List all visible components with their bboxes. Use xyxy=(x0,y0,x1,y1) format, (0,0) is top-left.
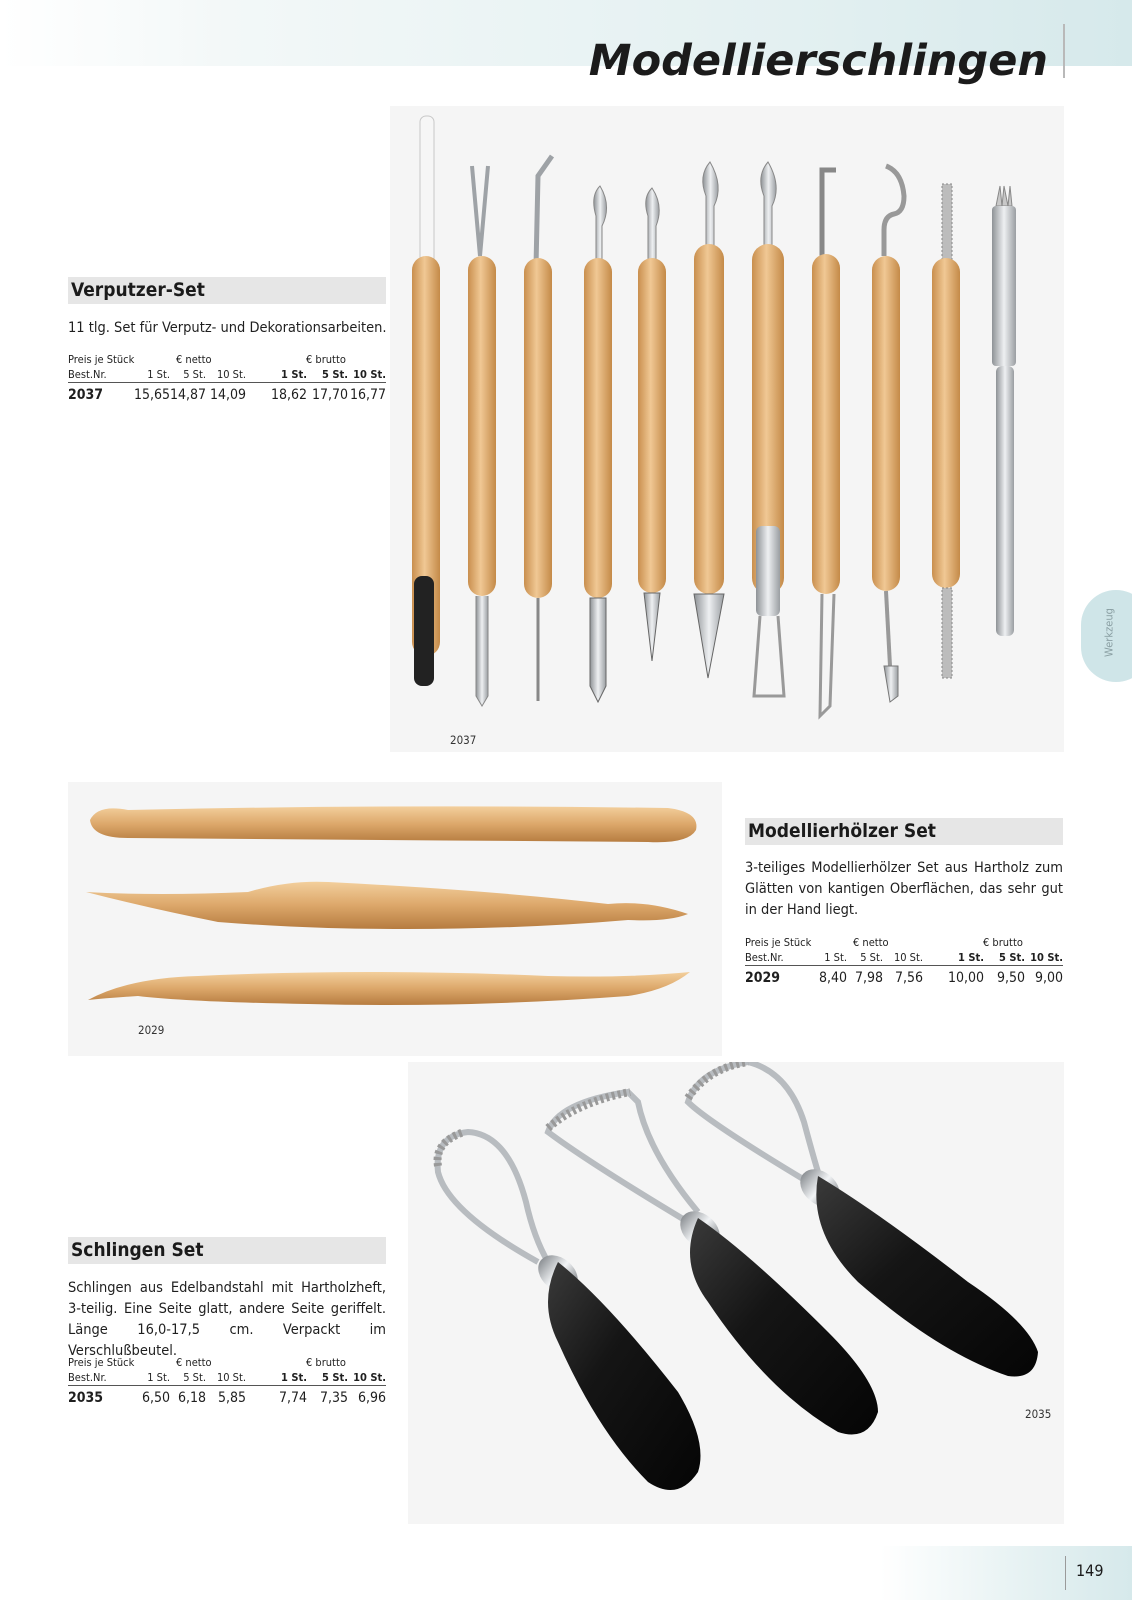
price-table-2035 xyxy=(68,1355,386,1407)
qty-header: 10 St. xyxy=(216,1371,246,1384)
modelling-tools-illustration xyxy=(390,106,1064,752)
product-heading-text: Verputzer-Set xyxy=(71,279,205,301)
product-photo-modellierhoelzer-set xyxy=(68,782,722,1056)
netto-label: € netto xyxy=(853,936,889,949)
product-description: 3-teiliges Modellierhölzer Set aus Hartholz zum Glätten von kantigen Oberflächen, das sehr gut in der Hand liegt. xyxy=(745,860,1063,918)
photo-caption: 2029 xyxy=(138,1023,165,1037)
netto-label: € netto xyxy=(176,1356,212,1369)
brutto-label: € brutto xyxy=(306,353,346,366)
qty-header: 10 St. xyxy=(216,368,246,381)
photo-caption: 2037 xyxy=(450,733,477,747)
page-number-divider xyxy=(1065,1556,1066,1590)
qty-header: 10 St. xyxy=(353,1371,386,1384)
brutto-label: € brutto xyxy=(306,1356,346,1369)
loop-tools-illustration xyxy=(408,1062,1064,1524)
qty-header: 10 St. xyxy=(893,951,923,964)
price-cell: 7,74 xyxy=(278,1390,307,1406)
title-divider xyxy=(1063,24,1065,78)
product-heading-modellierhoelzer xyxy=(745,818,1063,845)
wood-tool-3 xyxy=(88,972,690,1005)
table-rule xyxy=(68,1385,386,1386)
qty-header: 1 St. xyxy=(281,1371,307,1384)
price-cell: 18,62 xyxy=(270,387,307,403)
price-cell: 10,00 xyxy=(947,970,984,986)
price-cell: 7,56 xyxy=(894,970,923,986)
product-heading-verputzer xyxy=(68,277,386,304)
order-number: 2029 xyxy=(745,970,781,986)
wood-tool-1 xyxy=(90,806,696,842)
qty-header: 1 St. xyxy=(824,951,847,964)
product-photo-verputzer-set xyxy=(390,106,1064,752)
page-number: 149 xyxy=(1076,1561,1104,1580)
tool-steel-handle xyxy=(992,186,1016,636)
price-label: Preis je Stück xyxy=(68,1356,135,1369)
qty-header: 1 St. xyxy=(958,951,984,964)
price-cell: 16,77 xyxy=(349,387,386,403)
qty-header: 5 St. xyxy=(183,1371,206,1384)
price-cell: 15,65 xyxy=(133,387,170,403)
tool-brush xyxy=(412,116,440,686)
page-title: Modellierschlingen xyxy=(588,36,1048,86)
tool-serrated xyxy=(932,184,960,678)
product-heading-schlingen xyxy=(68,1237,386,1264)
price-cell: 7,98 xyxy=(854,970,883,986)
qty-header: 5 St. xyxy=(322,1371,348,1384)
wooden-tools-illustration xyxy=(68,782,722,1056)
price-cell: 8,40 xyxy=(818,970,847,986)
order-number: 2037 xyxy=(68,387,104,403)
price-label: Preis je Stück xyxy=(745,936,812,949)
price-table-2037 xyxy=(68,352,386,404)
product-heading-text: Schlingen Set xyxy=(71,1239,204,1261)
table-rule xyxy=(68,382,386,383)
price-cell: 7,35 xyxy=(319,1390,348,1406)
price-cell: 6,50 xyxy=(141,1390,170,1406)
price-cell: 6,18 xyxy=(177,1390,206,1406)
qty-header: 10 St. xyxy=(1030,951,1063,964)
qty-header: 1 St. xyxy=(281,368,307,381)
price-table-2029 xyxy=(745,935,1063,987)
product-description: Schlingen aus Edelbandstahl mit Hartholzheft, 3-teilig. Eine Seite glatt, andere Seite geriffelt. Länge 16,0-17,5 cm. Verpackt im Verschlußbeutel. xyxy=(68,1280,386,1359)
tool-spatula xyxy=(584,186,612,702)
tool-hook xyxy=(872,166,904,702)
tool-ribbon-loop xyxy=(752,162,784,696)
qty-header: 10 St. xyxy=(353,368,386,381)
order-label: Best.Nr. xyxy=(745,951,784,964)
order-label: Best.Nr. xyxy=(68,368,107,381)
order-number: 2035 xyxy=(68,1390,104,1406)
side-tab-label: Werkzeug xyxy=(1102,608,1116,657)
price-cell: 14,09 xyxy=(209,387,246,403)
tool-needle xyxy=(524,156,552,701)
order-label: Best.Nr. xyxy=(68,1371,107,1384)
price-cell: 17,70 xyxy=(311,387,348,403)
qty-header: 1 St. xyxy=(147,1371,170,1384)
product-heading-text: Modellierhölzer Set xyxy=(748,820,936,842)
tool-blade xyxy=(638,188,666,661)
qty-header: 5 St. xyxy=(860,951,883,964)
table-rule xyxy=(745,965,1063,966)
tool-round-loop xyxy=(812,170,840,716)
price-cell: 5,85 xyxy=(217,1390,246,1406)
price-cell: 9,50 xyxy=(996,970,1025,986)
qty-header: 1 St. xyxy=(147,368,170,381)
qty-header: 5 St. xyxy=(999,951,1025,964)
tool-v-loop xyxy=(468,166,496,706)
price-label: Preis je Stück xyxy=(68,353,135,366)
product-photo-schlingen-set xyxy=(408,1062,1064,1524)
qty-header: 5 St. xyxy=(322,368,348,381)
loop-tool-left xyxy=(438,1132,701,1490)
photo-caption: 2035 xyxy=(1025,1407,1052,1421)
brutto-label: € brutto xyxy=(983,936,1023,949)
price-cell: 9,00 xyxy=(1034,970,1063,986)
price-cell: 14,87 xyxy=(169,387,206,403)
tool-triangle xyxy=(694,162,724,678)
netto-label: € netto xyxy=(176,353,212,366)
qty-header: 5 St. xyxy=(183,368,206,381)
wood-tool-2 xyxy=(86,882,688,929)
product-description: 11 tlg. Set für Verputz- und Dekorationsarbeiten. xyxy=(68,320,387,336)
price-cell: 6,96 xyxy=(357,1390,386,1406)
